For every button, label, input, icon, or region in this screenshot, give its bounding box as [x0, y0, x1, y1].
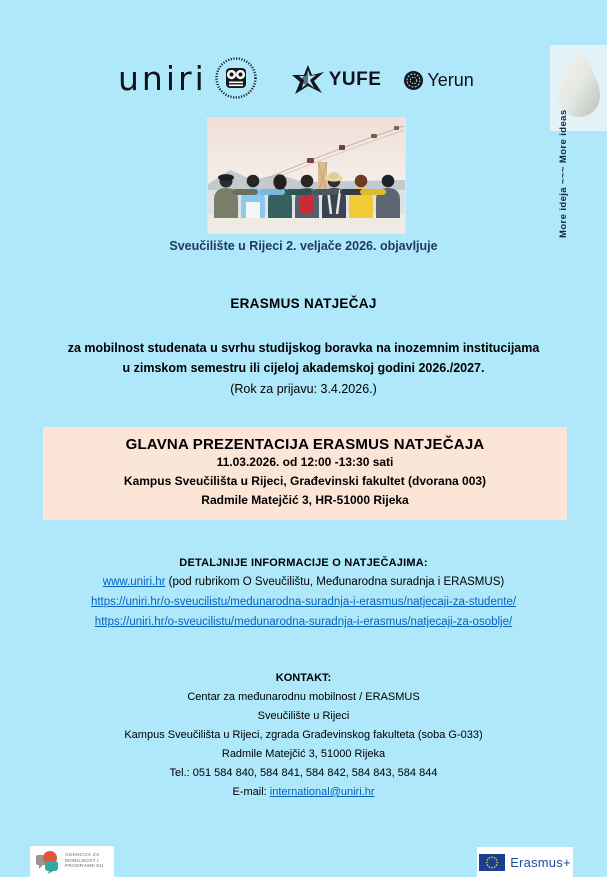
mobility-agency-logo — [30, 846, 114, 877]
info-line-staff — [0, 616, 607, 628]
agency-bubbles-icon — [35, 850, 61, 874]
presentation-box — [43, 427, 567, 520]
info-line-home — [0, 576, 607, 588]
info-heading: DETALJNIJE INFORMACIJE O NATJEČAJIMA: — [179, 557, 428, 569]
uniri-logo: uniri — [118, 58, 207, 98]
staff-competition-link[interactable]: https://uniri.hr/o-sveucilistu/medunarodna-suradnja-i-erasmus/natjecaji-za-osoblje/ — [94, 616, 513, 628]
presentation-address: Radmile Matejčić 3, HR-51000 Rijeka — [201, 493, 409, 507]
yufe-logo — [291, 64, 382, 96]
uniri-home-link[interactable]: www.uniri.hr — [102, 576, 166, 588]
subtitle-line-2: u zimskom semestru ili cijeloj akademskoj godini 2026./2027. — [122, 361, 485, 375]
contact-phone-line: Tel.: 051 584 840, 584 841, 584 842, 584 843, 584 844 — [169, 767, 438, 779]
email-label: E-mail: — [232, 786, 270, 798]
contact-heading: KONTAKT: — [275, 672, 332, 684]
info-line-students — [0, 596, 607, 608]
deadline-line: (Rok za prijavu: 3.4.2026.) — [230, 382, 377, 396]
friends-photo — [208, 118, 405, 233]
yufe-star-icon — [291, 64, 325, 96]
eu-flag-icon — [479, 854, 505, 871]
erasmus-plus-logo — [477, 847, 573, 877]
agency-label: AGENCIJA ZA MOBILNOST I PROGRAME EU — [65, 853, 104, 870]
erasmus-plus-label: Erasmus+ — [510, 854, 571, 870]
presentation-datetime: 11.03.2026. od 12:00 -13:30 sati — [216, 455, 394, 469]
contact-address-line: Radmile Matejčić 3, 51000 Rijeka — [221, 748, 386, 760]
side-tagline: More ideja ~~~ More ideas — [558, 109, 569, 238]
university-seal-icon — [215, 57, 257, 104]
publisher-line: Sveučilište u Rijeci 2. veljače 2026. objavljuje — [169, 239, 438, 253]
email-link[interactable]: international@uniri.hr — [269, 786, 375, 798]
yerun-logo — [403, 70, 473, 91]
contact-campus-line: Kampus Sveučilišta u Rijeci, zgrada Građevinskog fakulteta (soba G-033) — [124, 729, 483, 741]
page-title: ERASMUS NATJEČAJ — [230, 296, 377, 311]
contact-email-line — [0, 786, 607, 798]
uniri-home-link-note: (pod rubrikom O Sveučilištu, Međunarodna suradnja i ERASMUS) — [165, 576, 505, 588]
subtitle-line-1: za mobilnost studenata u svrhu studijskog boravka na inozemnim institucijama — [67, 341, 540, 355]
yufe-label: YUFE — [328, 69, 382, 90]
yerun-circle-icon — [403, 70, 424, 91]
presentation-location: Kampus Sveučilišta u Rijeci, Građevinski fakultet (dvorana 003) — [123, 474, 487, 488]
yerun-label: Yerun — [427, 69, 474, 90]
contact-center-line: Centar za međunarodnu mobilnost / ERASMUS — [187, 691, 420, 703]
header-logo-row — [118, 56, 474, 104]
contact-university-line: Sveučilište u Rijeci — [257, 710, 350, 722]
students-competition-link[interactable]: https://uniri.hr/o-sveucilistu/medunarodna-suradnja-i-erasmus/natjecaji-za-studente/ — [90, 596, 517, 608]
presentation-title: GLAVNA PREZENTACIJA ERASMUS NATJEČAJA — [125, 436, 485, 453]
